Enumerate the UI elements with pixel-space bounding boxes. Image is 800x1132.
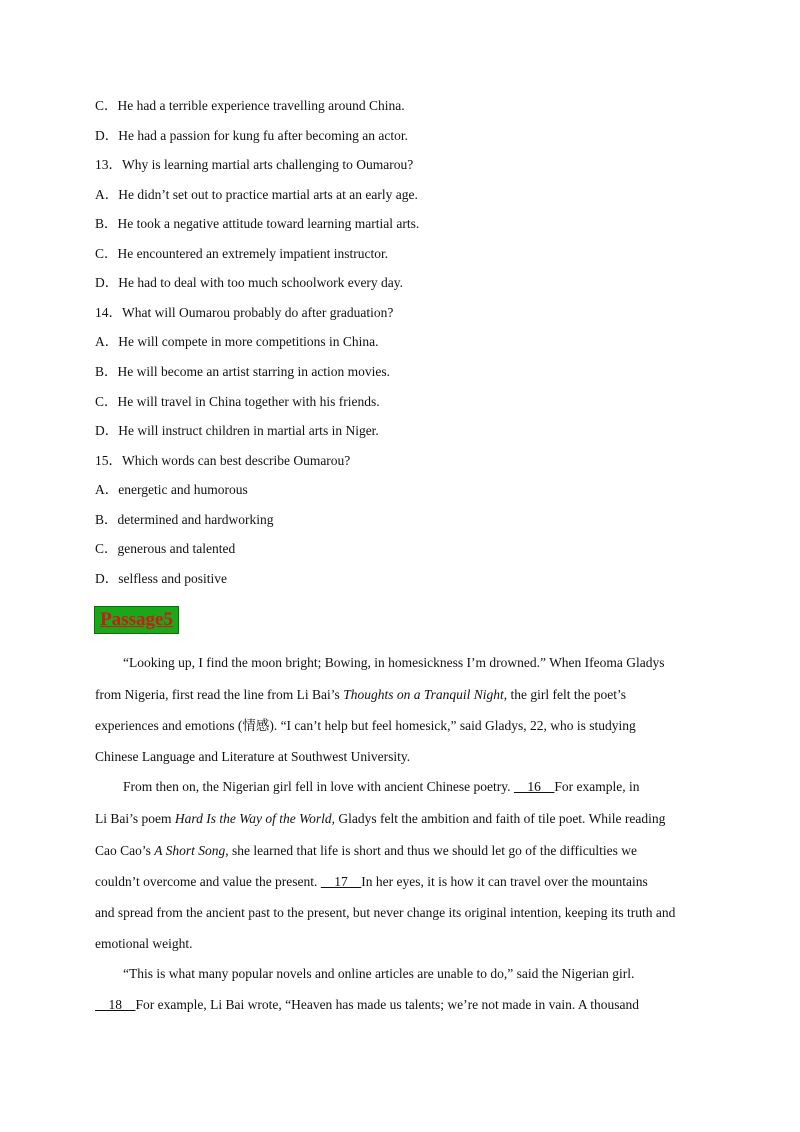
- q12-option-c: C．He had a terrible experience travelling around China.: [95, 98, 405, 113]
- p2-line-3-text-a: Cao Cao’s: [95, 843, 155, 858]
- p1-line-1: “Looking up, I find the moon bright; Bowing, in homesickness I’m drowned.” When Ifeoma Gladys: [123, 655, 665, 670]
- q14-option-c: C．He will travel in China together with his friends.: [95, 394, 380, 409]
- q15-option-c: C．generous and talented: [95, 541, 236, 556]
- p2-line-2-text-b: , Gladys felt the ambition and faith of tile poet. While reading: [331, 811, 666, 826]
- blank-18: 18: [95, 997, 136, 1012]
- passage-title: Passage5: [94, 606, 179, 634]
- p1-line-2-text-a: from Nigeria, first read the line from Li Bai’s: [95, 687, 344, 702]
- p2-line-3-text-b: , she learned that life is short and thus we should let go of the difficulties we: [225, 843, 638, 858]
- p1-line-3: experiences and emotions (情感). “I can’t help but feel homesick,” said Gladys, 22, who is studying: [95, 718, 636, 733]
- p2-line-6: emotional weight.: [95, 936, 193, 951]
- p1-line-2: [95, 686, 707, 704]
- q15-option-a: A．energetic and humorous: [95, 482, 248, 497]
- p2-line-1-text-b: For example, in: [554, 779, 640, 794]
- q15-stem: 15．Which words can best describe Oumarou?: [95, 453, 351, 468]
- poem-title-short-song: A Short Song: [154, 843, 226, 858]
- p3-line-2-text-b: For example, Li Bai wrote, “Heaven has made us talents; we’re not made in vain. A thousand: [135, 997, 639, 1012]
- q13-option-b: B．He took a negative attitude toward learning martial arts.: [95, 216, 420, 231]
- p2-line-4-text-b: In her eyes, it is how it can travel over the mountains: [361, 874, 648, 889]
- p1-line-2-text-b: , the girl felt the poet’s: [503, 687, 626, 702]
- p2-line-2-text-a: Li Bai’s poem: [95, 811, 175, 826]
- q13-option-d: D．He had to deal with too much schoolwork every day.: [95, 275, 404, 290]
- blank-16: 16: [513, 779, 555, 794]
- q13-stem: 13．Why is learning martial arts challenging to Oumarou?: [95, 157, 414, 172]
- q14-stem: 14．What will Oumarou probably do after graduation?: [95, 305, 394, 320]
- q12-option-d: D．He had a passion for kung fu after becoming an actor.: [95, 128, 409, 143]
- p2-line-4-text-a: couldn’t overcome and value the present.: [95, 874, 321, 889]
- p3-line-2: [95, 996, 707, 1014]
- q14-option-a: A．He will compete in more competitions in China.: [95, 334, 379, 349]
- q13-option-c: C．He encountered an extremely impatient instructor.: [95, 246, 389, 261]
- p2-line-2: [95, 810, 707, 828]
- p1-line-4: Chinese Language and Literature at Southwest University.: [95, 749, 411, 764]
- p3-line-1: “This is what many popular novels and online articles are unable to do,” said the Nigerian girl.: [123, 966, 635, 981]
- blank-17: 17: [320, 874, 362, 889]
- poem-title-hard-way: Hard Is the Way of the World: [174, 811, 332, 826]
- p2-line-5: and spread from the ancient past to the present, but never change its original intention, keeping its truth and: [95, 905, 676, 920]
- poem-title-tranquil-night: Thoughts on a Tranquil Night: [343, 687, 504, 702]
- p2-line-1-text-a: From then on, the Nigerian girl fell in love with ancient Chinese poetry.: [123, 779, 514, 794]
- p2-line-4: [95, 873, 707, 891]
- q13-option-a: A．He didn’t set out to practice martial arts at an early age.: [95, 187, 418, 202]
- q14-option-d: D．He will instruct children in martial arts in Niger.: [95, 423, 379, 438]
- q15-option-b: B．determined and hardworking: [95, 512, 274, 527]
- q15-option-d: D．selfless and positive: [95, 571, 227, 586]
- q14-option-b: B．He will become an artist starring in action movies.: [95, 364, 391, 379]
- p2-line-3: [95, 842, 707, 860]
- p2-line-1: [123, 778, 735, 796]
